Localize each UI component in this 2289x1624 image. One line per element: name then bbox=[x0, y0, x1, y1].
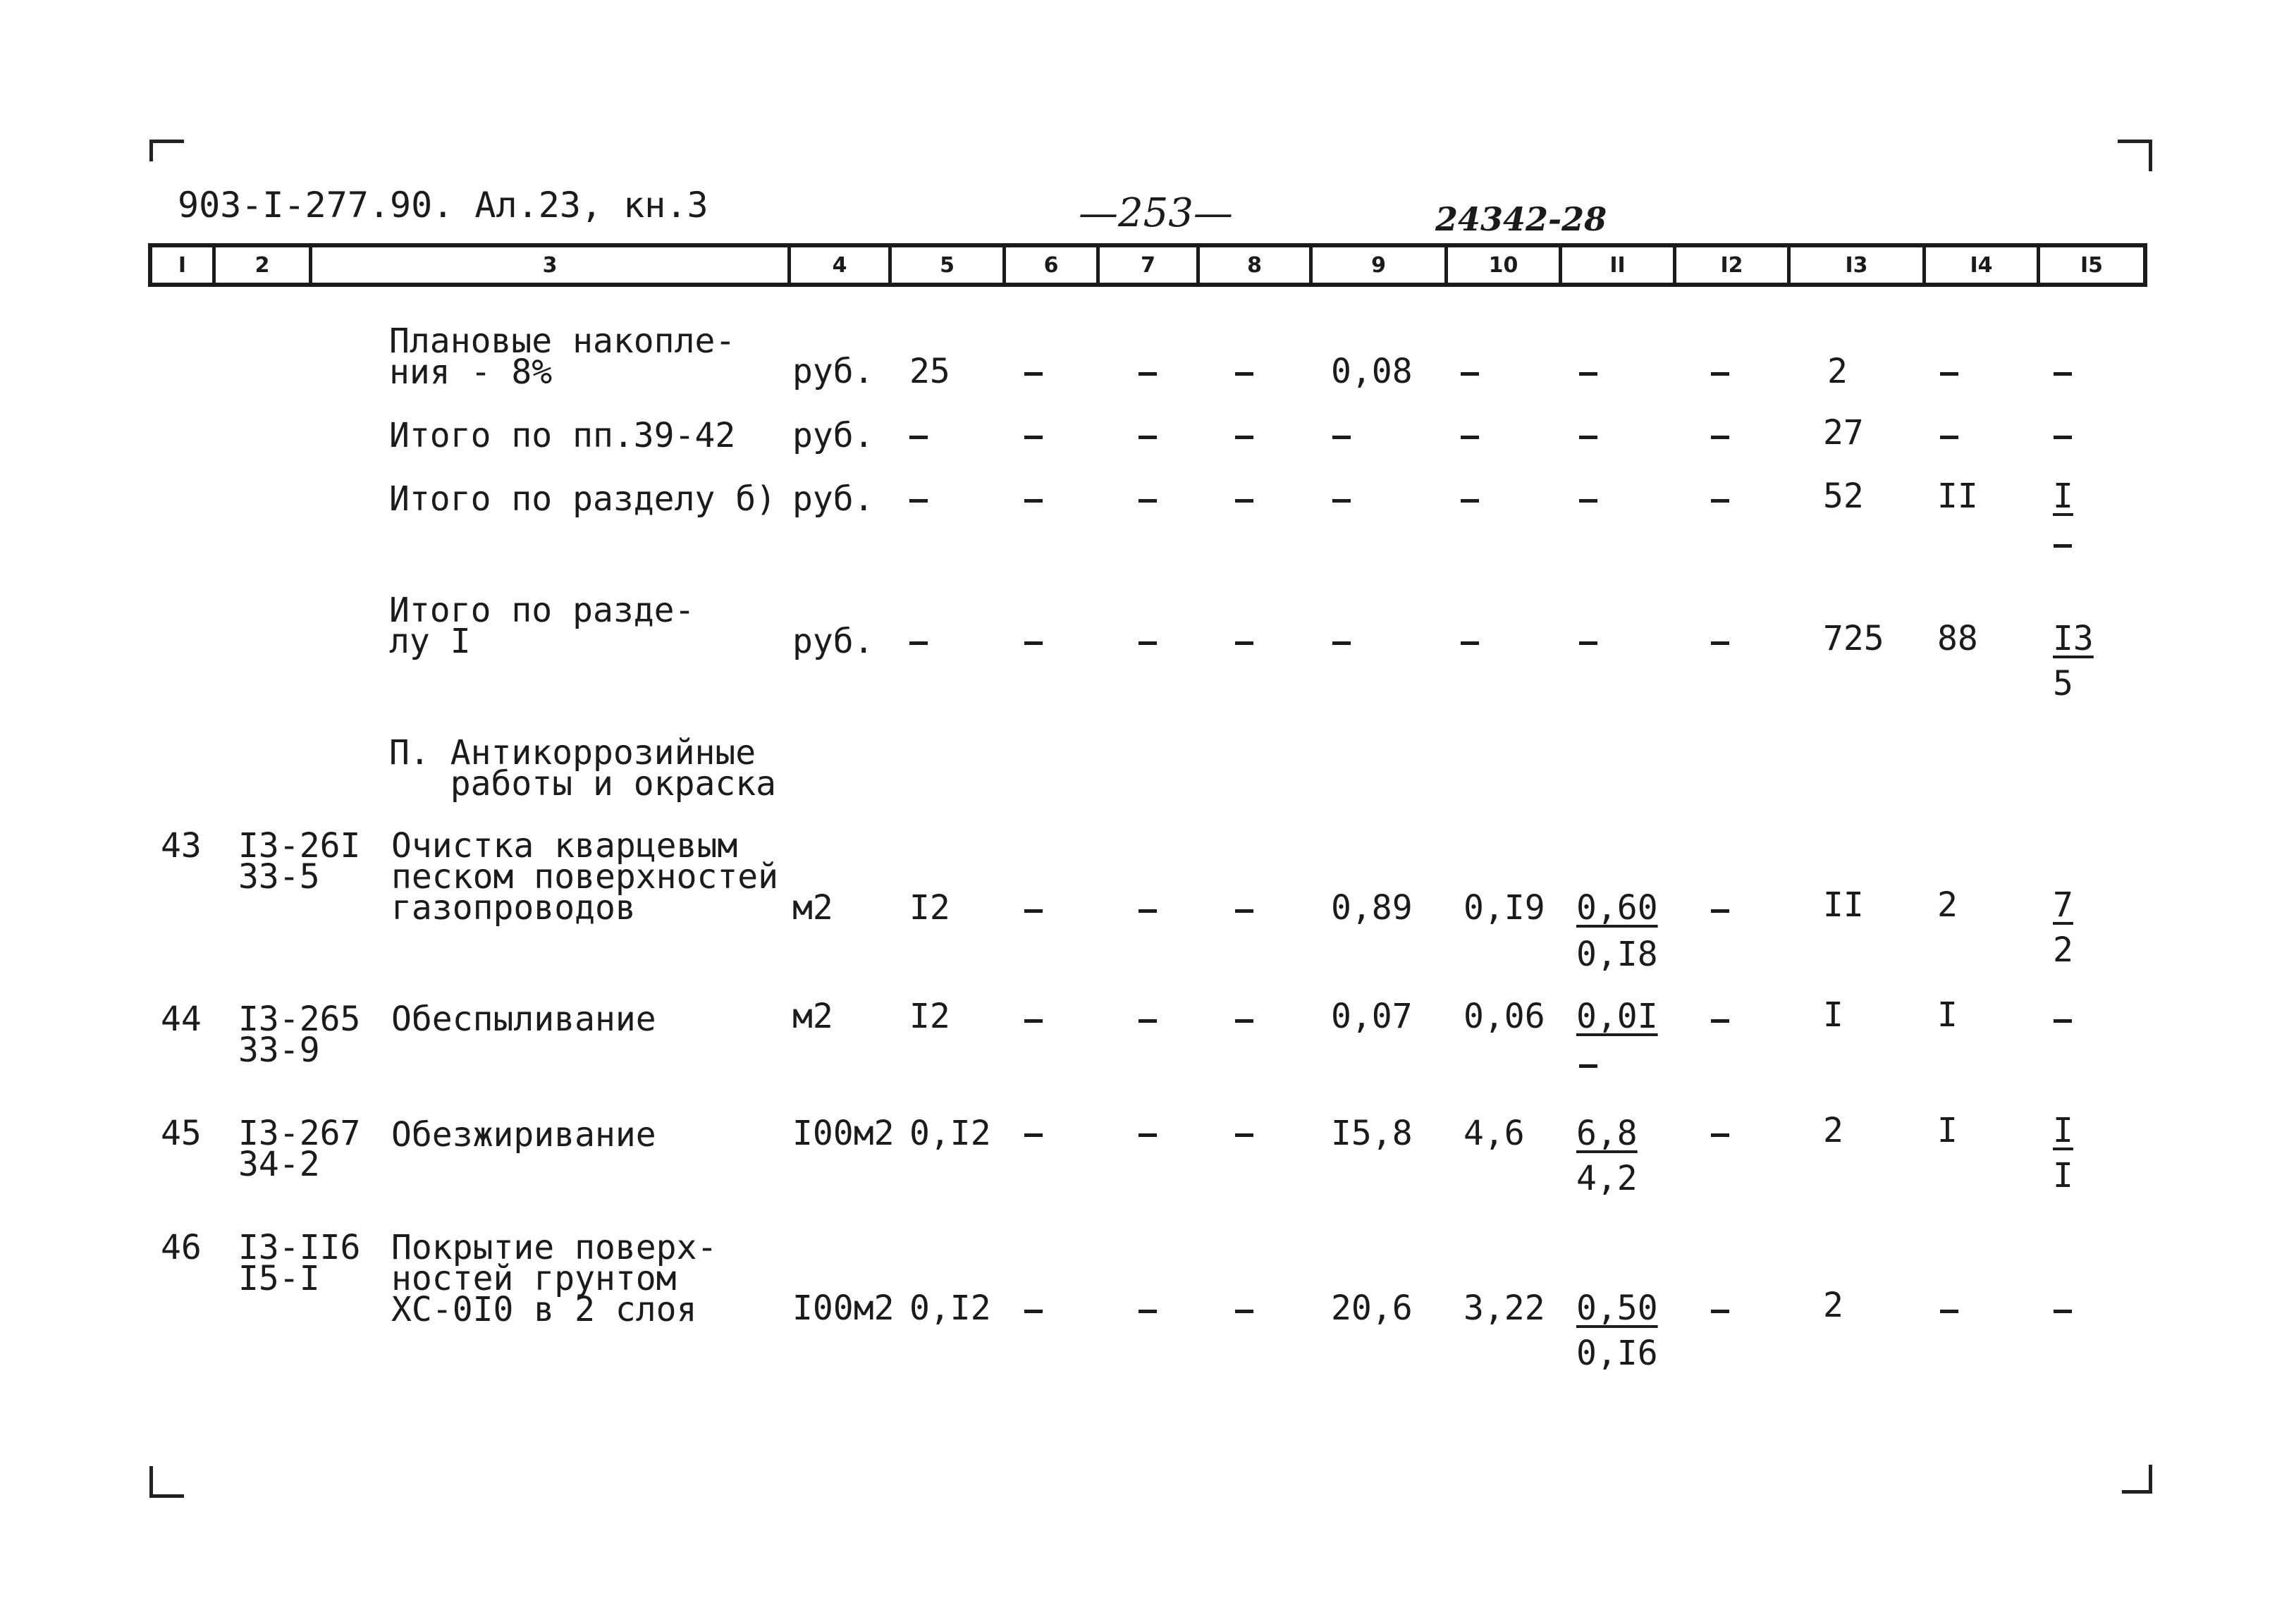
corner-mark-bottom-left bbox=[149, 1466, 184, 1498]
section-title: П. Антикоррозийные работы и окраска bbox=[389, 733, 777, 804]
column-number: I4 bbox=[1926, 247, 2040, 283]
cell-col13: 27 bbox=[1823, 413, 1864, 453]
empty-dash bbox=[1332, 499, 1351, 503]
empty-dash bbox=[1711, 499, 1729, 503]
column-number: I bbox=[152, 247, 216, 283]
empty-dash bbox=[1139, 372, 1157, 376]
empty-dash bbox=[1024, 436, 1043, 439]
empty-dash bbox=[1461, 372, 1479, 376]
column-number: II bbox=[1562, 247, 1676, 283]
empty-dash bbox=[1332, 641, 1351, 645]
cell-col13: 725 bbox=[1823, 619, 1884, 658]
empty-dash bbox=[2054, 1019, 2072, 1023]
empty-dash bbox=[1139, 1310, 1157, 1313]
item-code: I3-265 33-9 bbox=[238, 999, 361, 1070]
cell-col10: 0,I9 bbox=[1463, 888, 1545, 928]
cell-col11-denominator: 0,I6 bbox=[1576, 1334, 1658, 1373]
cell-col14: I bbox=[1937, 995, 1958, 1035]
column-number: 4 bbox=[791, 247, 892, 283]
empty-dash bbox=[1235, 436, 1253, 439]
item-unit: I00м2 bbox=[792, 1114, 895, 1153]
cell-col5: I2 bbox=[909, 997, 950, 1036]
cell-col13: 52 bbox=[1823, 476, 1864, 516]
cell-col13: 2 bbox=[1823, 1286, 1843, 1325]
column-number: 2 bbox=[216, 247, 312, 283]
empty-dash bbox=[1235, 641, 1253, 645]
item-unit: I00м2 bbox=[792, 1288, 895, 1328]
empty-dash bbox=[1711, 641, 1729, 645]
empty-dash bbox=[1139, 1019, 1157, 1023]
empty-dash bbox=[1024, 499, 1043, 503]
cell-col11-denominator: 4,2 bbox=[1576, 1159, 1638, 1198]
item-unit: м2 bbox=[792, 888, 833, 928]
empty-dash bbox=[2054, 1310, 2072, 1313]
cell-col13: I bbox=[1823, 995, 1843, 1035]
cell-col14: 2 bbox=[1937, 885, 1958, 925]
corner-mark-top-right bbox=[2118, 140, 2152, 171]
empty-dash bbox=[909, 641, 928, 645]
item-number: 45 bbox=[161, 1114, 202, 1153]
empty-dash bbox=[1024, 641, 1043, 645]
corner-mark-top-left bbox=[149, 140, 184, 161]
empty-dash bbox=[1024, 1019, 1043, 1023]
empty-dash bbox=[1579, 372, 1597, 376]
cell-col10: 3,22 bbox=[1463, 1288, 1545, 1328]
empty-dash bbox=[1024, 1310, 1043, 1313]
empty-dash bbox=[1940, 436, 1958, 439]
cell-col13: II bbox=[1823, 885, 1864, 925]
empty-dash bbox=[909, 499, 928, 503]
empty-dash bbox=[1235, 909, 1253, 913]
empty-dash bbox=[1711, 1019, 1729, 1023]
row-name: Плановые накопле- ния - 8% bbox=[389, 321, 736, 392]
cell-col9: 0,08 bbox=[1331, 352, 1413, 391]
cell-col13: 2 bbox=[1823, 1111, 1843, 1150]
document-code: 903-I-277.90. Ал.23, кн.3 bbox=[178, 185, 708, 226]
cell-col5: 0,I2 bbox=[909, 1288, 991, 1328]
empty-dash bbox=[1711, 436, 1729, 439]
empty-dash bbox=[1711, 372, 1729, 376]
empty-dash bbox=[1235, 1019, 1253, 1023]
empty-dash bbox=[1024, 1133, 1043, 1137]
empty-dash bbox=[1235, 372, 1253, 376]
empty-dash bbox=[1139, 436, 1157, 439]
empty-dash bbox=[1235, 1133, 1253, 1137]
cell-col5: 25 bbox=[909, 352, 950, 391]
item-number: 44 bbox=[161, 999, 202, 1039]
empty-dash bbox=[1461, 641, 1479, 645]
empty-dash bbox=[1579, 436, 1597, 439]
empty-dash bbox=[1139, 499, 1157, 503]
cell-col10: 0,06 bbox=[1463, 997, 1545, 1036]
empty-dash bbox=[1461, 436, 1479, 439]
item-unit: м2 bbox=[792, 997, 833, 1036]
cell-col11-numerator: 0,0I bbox=[1576, 997, 1658, 1036]
item-name: Очистка кварцевым песком поверхностей газопроводов bbox=[391, 826, 779, 928]
cell-col15-denominator: 5 bbox=[2053, 664, 2073, 703]
cell-col15-numerator: 7 bbox=[2053, 885, 2073, 925]
empty-dash bbox=[1711, 1310, 1729, 1313]
empty-dash bbox=[1139, 641, 1157, 645]
cell-col9: 20,6 bbox=[1331, 1288, 1413, 1328]
cell-col15-denominator: 2 bbox=[2053, 930, 2073, 970]
column-number: 8 bbox=[1200, 247, 1313, 283]
empty-dash bbox=[1711, 1133, 1729, 1137]
cell-col15-numerator: I bbox=[2053, 1111, 2073, 1150]
document-number: 24342-28 bbox=[1435, 200, 1607, 238]
item-code: I3-267 34-2 bbox=[238, 1114, 361, 1184]
item-name: Обезжиривание bbox=[391, 1115, 656, 1155]
row-name: Итого по разде- лу I bbox=[389, 591, 695, 661]
column-number: 3 bbox=[312, 247, 791, 283]
empty-dash bbox=[1235, 1310, 1253, 1313]
empty-dash bbox=[1711, 909, 1729, 913]
column-number: 10 bbox=[1448, 247, 1562, 283]
cell-col9: 0,89 bbox=[1331, 888, 1413, 928]
empty-dash bbox=[1332, 436, 1351, 439]
row-name: Итого по пп.39-42 bbox=[389, 416, 736, 455]
item-name: Покрытие поверх- ностей грунтом ХС-0I0 в 2 слоя bbox=[391, 1228, 718, 1329]
cell-col15-numerator: I3 bbox=[2053, 619, 2094, 658]
empty-dash bbox=[1579, 499, 1597, 503]
item-code: I3-26I 33-5 bbox=[238, 826, 361, 897]
column-number-header bbox=[148, 243, 2147, 287]
empty-dash bbox=[2054, 544, 2072, 548]
cell-col5: 0,I2 bbox=[909, 1114, 991, 1153]
item-name: Обеспыливание bbox=[391, 999, 656, 1039]
cell-col9: I5,8 bbox=[1331, 1114, 1413, 1153]
empty-dash bbox=[909, 436, 928, 439]
column-number: I3 bbox=[1791, 247, 1926, 283]
cell-col9: 0,07 bbox=[1331, 997, 1413, 1036]
cell-col11-numerator: 6,8 bbox=[1576, 1114, 1638, 1153]
empty-dash bbox=[1461, 499, 1479, 503]
column-number: I2 bbox=[1676, 247, 1791, 283]
row-unit: руб. bbox=[792, 479, 874, 519]
column-number: 5 bbox=[892, 247, 1006, 283]
cell-col11-numerator: 0,50 bbox=[1576, 1288, 1658, 1328]
item-number: 46 bbox=[161, 1228, 202, 1267]
empty-dash bbox=[1579, 641, 1597, 645]
empty-dash bbox=[2054, 436, 2072, 439]
cell-col15-denominator: I bbox=[2053, 1156, 2073, 1195]
cell-col5: I2 bbox=[909, 888, 950, 928]
cell-col14: II bbox=[1937, 476, 1978, 516]
column-number: I5 bbox=[2080, 252, 2104, 278]
column-number: 7 bbox=[1100, 247, 1200, 283]
empty-dash bbox=[1139, 1133, 1157, 1137]
cell-col10: 4,6 bbox=[1463, 1114, 1525, 1153]
page-number: —253— bbox=[1079, 190, 1233, 236]
empty-dash bbox=[2054, 372, 2072, 376]
empty-dash bbox=[1235, 499, 1253, 503]
empty-dash bbox=[1024, 909, 1043, 913]
row-unit: руб. bbox=[792, 352, 874, 391]
empty-dash bbox=[1024, 372, 1043, 376]
corner-mark-bottom-right bbox=[2122, 1465, 2152, 1494]
cell-col11-denominator: 0,I8 bbox=[1576, 935, 1658, 974]
empty-dash bbox=[1579, 1064, 1597, 1068]
column-number: 9 bbox=[1313, 247, 1448, 283]
row-name: Итого по разделу б) bbox=[389, 479, 777, 519]
empty-dash bbox=[1940, 372, 1958, 376]
cell-col14: I bbox=[1937, 1111, 1958, 1150]
item-number: 43 bbox=[161, 826, 202, 866]
column-number: 6 bbox=[1006, 247, 1100, 283]
cell-col15-numerator: I bbox=[2053, 476, 2073, 516]
row-unit: руб. bbox=[792, 416, 874, 455]
cell-col13: 2 bbox=[1827, 352, 1848, 391]
cell-col14: 88 bbox=[1937, 619, 1978, 658]
empty-dash bbox=[1139, 909, 1157, 913]
empty-dash bbox=[1940, 1310, 1958, 1313]
cell-col11-numerator: 0,60 bbox=[1576, 888, 1658, 928]
item-code: I3-II6 I5-I bbox=[238, 1228, 361, 1298]
row-unit: руб. bbox=[792, 622, 874, 661]
